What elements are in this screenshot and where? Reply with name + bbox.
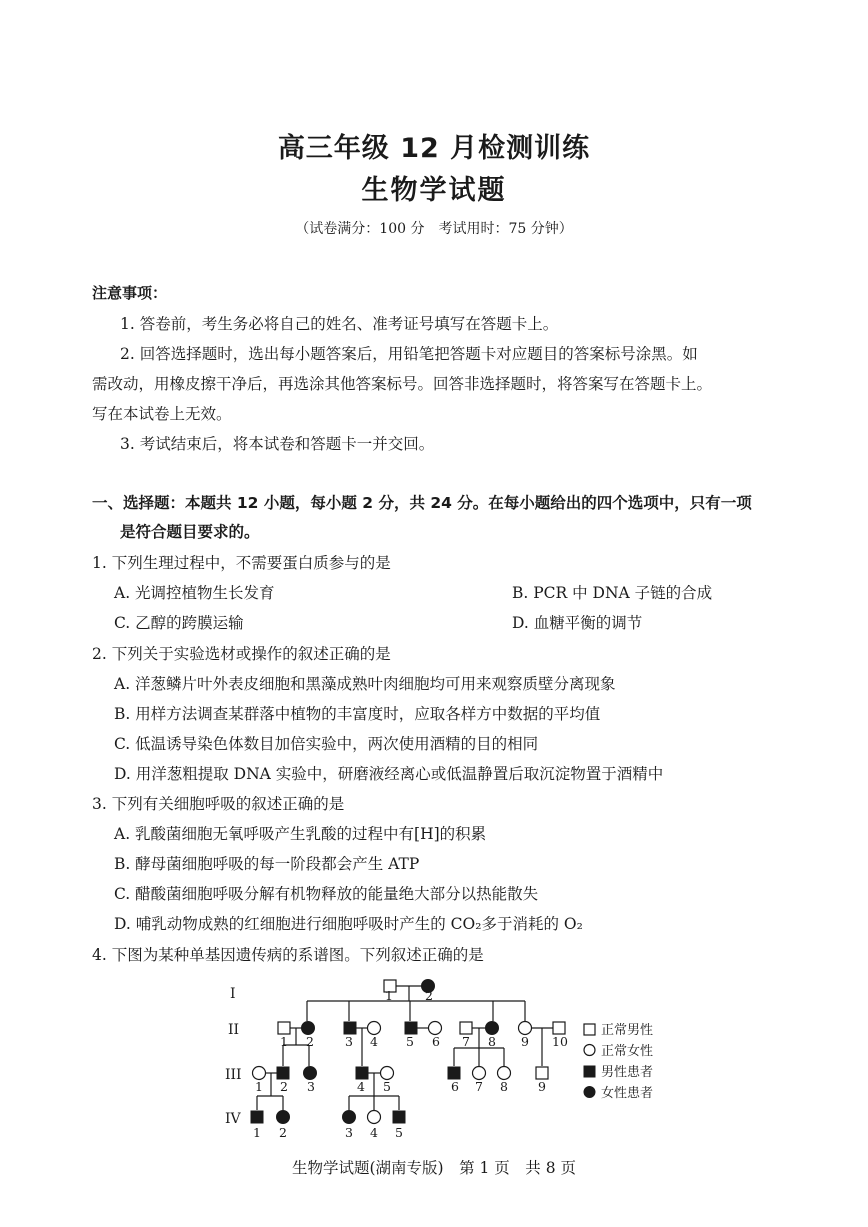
individual-number: 6 <box>451 1079 459 1094</box>
individual-number: 3 <box>307 1079 315 1094</box>
legend-male-affected-icon <box>584 1066 595 1077</box>
individual-number: 1 <box>385 988 393 1003</box>
exam-subject: 生物学试题 <box>361 175 507 206</box>
legend-label: 男性患者 <box>601 1065 654 1080</box>
individual-number: 2 <box>280 1079 288 1094</box>
individual-number: 2 <box>306 1034 314 1049</box>
option-b: B. 用样方法调查某群落中植物的丰富度时，应取各样方中数据的平均值 <box>114 705 601 723</box>
individual-number: 5 <box>406 1034 414 1049</box>
option-b: B. 酵母菌细胞呼吸的每一阶段都会产生 ATP <box>114 855 420 873</box>
pedigree-female-normal <box>368 1111 381 1124</box>
pedigree-male-affected <box>356 1067 368 1079</box>
individual-number: 5 <box>395 1125 403 1140</box>
option-a: A. 洋葱鳞片叶外表皮细胞和黑藻成熟叶肉细胞均可用来观察质壁分离现象 <box>114 675 616 693</box>
option-b: B. PCR 中 DNA 子链的合成 <box>512 584 713 602</box>
individual-number: 4 <box>370 1125 378 1140</box>
question-stem: 1. 下列生理过程中，不需要蛋白质参与的是 <box>92 554 391 572</box>
question-stem: 4. 下图为某种单基因遗传病的系谱图。下列叙述正确的是 <box>92 946 484 964</box>
pedigree-male-affected <box>251 1111 263 1123</box>
pedigree-male-normal <box>460 1022 472 1034</box>
individual-number: 4 <box>357 1079 365 1094</box>
pedigree-female-normal <box>498 1067 511 1080</box>
pedigree-male-normal <box>553 1022 565 1034</box>
individual-number: 7 <box>462 1034 470 1049</box>
option-a: A. 乳酸菌细胞无氧呼吸产生乳酸的过程中有[H]的积累 <box>114 825 487 843</box>
legend-label: 正常女性 <box>601 1044 654 1059</box>
pedigree-female-affected <box>343 1111 356 1124</box>
generation-label: II <box>228 1022 240 1038</box>
option-d: D. 哺乳动物成熟的红细胞进行细胞呼吸时产生的 CO₂多于消耗的 O₂ <box>114 915 583 933</box>
individual-number: 3 <box>345 1034 353 1049</box>
pedigree-chart <box>220 968 700 1148</box>
pedigree-female-normal <box>253 1067 266 1080</box>
option-a: A. 光调控植物生长发育 <box>114 584 275 602</box>
pedigree-female-normal <box>381 1067 394 1080</box>
question-stem: 3. 下列有关细胞呼吸的叙述正确的是 <box>92 795 345 813</box>
generation-label: IV <box>225 1111 241 1127</box>
individual-number: 7 <box>475 1079 483 1094</box>
legend-male-normal-icon <box>584 1024 595 1035</box>
note-line: 写在本试卷上无效。 <box>92 405 232 423</box>
section-heading-cont: 是符合题目要求的。 <box>120 523 260 541</box>
individual-number: 10 <box>552 1034 568 1049</box>
pedigree-male-affected <box>277 1067 289 1079</box>
pedigree-female-normal <box>429 1022 442 1035</box>
question-stem: 2. 下列关于实验选材或操作的叙述正确的是 <box>92 645 391 663</box>
notes-heading: 注意事项： <box>92 284 168 302</box>
individual-number: 6 <box>432 1034 440 1049</box>
individual-number: 2 <box>425 988 433 1003</box>
pedigree-female-affected <box>277 1111 290 1124</box>
individual-number: 4 <box>370 1034 378 1049</box>
pedigree-male-affected <box>448 1067 460 1079</box>
individual-number: 8 <box>500 1079 508 1094</box>
pedigree-male-affected <box>393 1111 405 1123</box>
pedigree-female-normal <box>368 1022 381 1035</box>
pedigree-male-affected <box>344 1022 356 1034</box>
legend-label: 女性患者 <box>601 1086 654 1101</box>
legend-female-affected-icon <box>584 1087 595 1098</box>
note-line: 1. 答卷前，考生务必将自己的姓名、准考证号填写在答题卡上。 <box>120 315 559 333</box>
pedigree-female-affected <box>304 1067 317 1080</box>
pedigree-female-affected <box>302 1022 315 1035</box>
option-d: D. 用洋葱粗提取 DNA 实验中，研磨液经离心或低温静置后取沉淀物置于酒精中 <box>114 765 664 783</box>
individual-number: 9 <box>521 1034 529 1049</box>
individual-number: 1 <box>253 1125 261 1140</box>
individual-number: 1 <box>280 1034 288 1049</box>
individual-number: 5 <box>383 1079 391 1094</box>
section-heading: 一、选择题：本题共 12 小题，每小题 2 分，共 24 分。在每小题给出的四个选项中，只有一项 <box>92 494 752 512</box>
generation-label: I <box>230 986 236 1002</box>
individual-number: 3 <box>345 1125 353 1140</box>
pedigree-female-affected <box>486 1022 499 1035</box>
exam-title: 高三年级 12 月检测训练 <box>277 133 591 164</box>
page-footer: 生物学试题(湖南专版) 第 1 页 共 8 页 <box>291 1159 577 1177</box>
individual-number: 9 <box>538 1079 546 1094</box>
option-c: C. 醋酸菌细胞呼吸分解有机物释放的能量绝大部分以热能散失 <box>114 885 539 903</box>
pedigree-male-affected <box>405 1022 417 1034</box>
individual-number: 8 <box>488 1034 496 1049</box>
pedigree-male-normal <box>536 1067 548 1079</box>
note-line: 3. 考试结束后，将本试卷和答题卡一并交回。 <box>120 435 435 453</box>
exam-info: （试卷满分：100 分 考试用时：75 分钟） <box>295 221 573 237</box>
option-d: D. 血糖平衡的调节 <box>512 614 643 632</box>
pedigree-female-normal <box>473 1067 486 1080</box>
legend-label: 正常男性 <box>601 1023 654 1038</box>
note-line: 2. 回答选择题时，选出每小题答案后，用铅笔把答题卡对应题目的答案标号涂黑。如 <box>120 345 698 363</box>
individual-number: 2 <box>279 1125 287 1140</box>
option-c: C. 乙醇的跨膜运输 <box>114 614 244 632</box>
generation-label: III <box>225 1067 242 1083</box>
individual-number: 1 <box>255 1079 263 1094</box>
pedigree-female-normal <box>519 1022 532 1035</box>
pedigree-male-normal <box>278 1022 290 1034</box>
legend-female-normal-icon <box>584 1045 595 1056</box>
note-line: 需改动，用橡皮擦干净后，再选涂其他答案标号。回答非选择题时，将答案写在答题卡上。 <box>92 375 713 393</box>
option-c: C. 低温诱导染色体数目加倍实验中，两次使用酒精的目的相同 <box>114 735 539 753</box>
